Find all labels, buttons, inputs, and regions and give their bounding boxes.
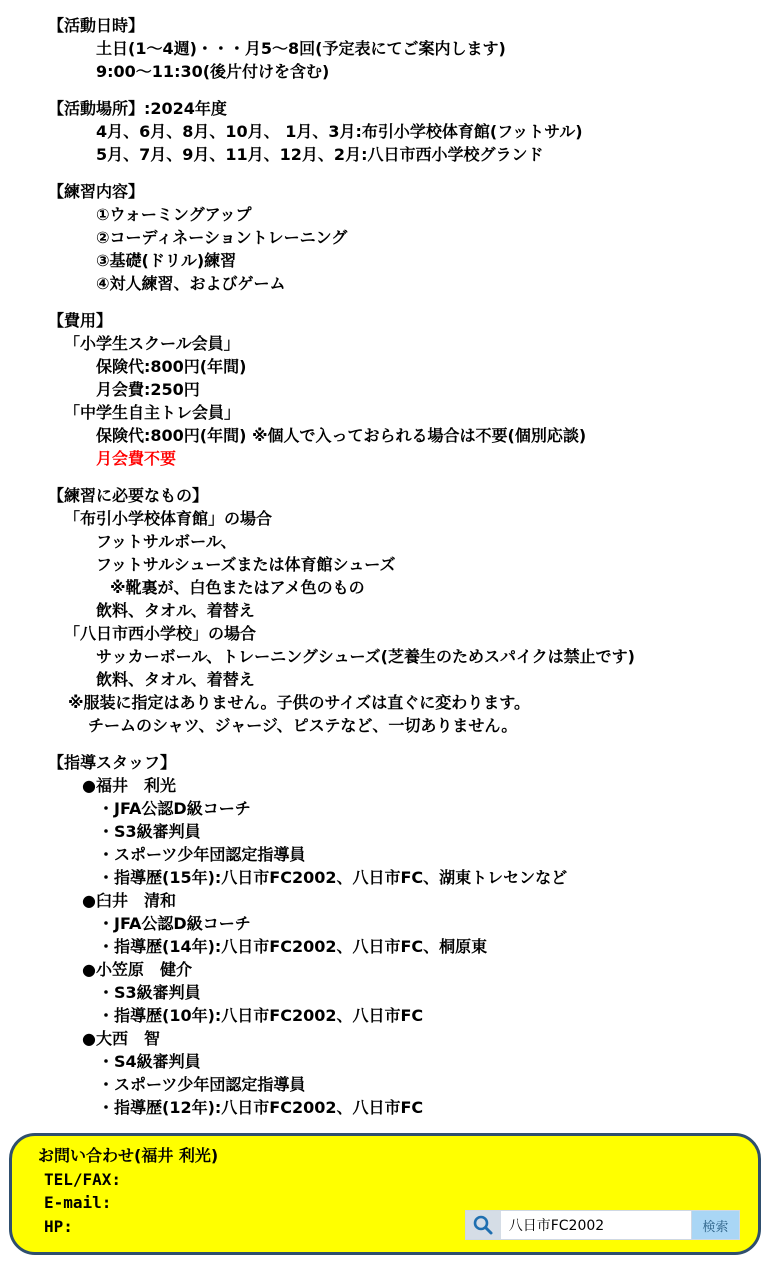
staff-item: ・スポーツ少年団認定指導員 <box>98 1075 306 1094</box>
search-icon[interactable] <box>466 1211 501 1239</box>
needs-gym-title: 「布引小学校体育館」の場合 <box>64 509 273 528</box>
needs-section <box>0 484 770 737</box>
practice-header: 【練習内容】 <box>48 182 145 201</box>
staff-section <box>0 751 770 1119</box>
needs-school-line: サッカーボール、トレーニングシューズ(芝養生のためスパイクは禁止です) <box>96 647 635 666</box>
needs-gym-last: 飲料、タオル、着替え <box>96 601 255 620</box>
staff-item: ・指導歴(14年):八日市FC2002、八日市FC、桐原東 <box>98 937 488 956</box>
needs-gym-line: フットサルシューズまたは体育館シューズ <box>96 555 396 574</box>
fees-elementary-title: 「小学生スクール会員」 <box>64 334 240 353</box>
needs-header: 【練習に必要なもの】 <box>48 486 209 505</box>
activity-time-header: 【活動日時】 <box>48 16 145 35</box>
search-input[interactable] <box>501 1211 691 1239</box>
activity-place-line: 4月、6月、8月、10月、 1月、3月:布引小学校体育館(フットサル) <box>96 122 583 141</box>
practice-item: ①ウォーミングアップ <box>96 205 252 224</box>
staff-item: ・S3級審判員 <box>98 822 201 841</box>
contact-email-label: E-mail: <box>44 1193 112 1212</box>
activity-time-line: 9:00～11:30(後片付けを含む) <box>96 62 330 81</box>
practice-section <box>0 180 770 295</box>
fees-elementary-insurance: 保険代:800円(年間) <box>96 357 247 376</box>
staff-name: ●大西 智 <box>82 1029 160 1048</box>
fees-section <box>0 309 770 470</box>
staff-name: ●小笠原 健介 <box>82 960 192 979</box>
practice-item: ④対人練習、およびゲーム <box>96 274 286 293</box>
staff-header: 【指導スタッフ】 <box>48 753 177 772</box>
needs-school-line: 飲料、タオル、着替え <box>96 670 255 689</box>
activity-place-header: 【活動場所】:2024年度 <box>48 99 227 118</box>
needs-school-title: 「八日市西小学校」の場合 <box>64 624 257 643</box>
staff-name: ●福井 利光 <box>82 776 176 795</box>
activity-place-line: 5月、7月、9月、11月、12月、2月:八日市西小学校グランド <box>96 145 544 164</box>
needs-note: チームのシャツ、ジャージ、ピステなど、一切ありません。 <box>88 716 518 735</box>
needs-note: ※服装に指定はありません。子供のサイズは直ぐに変わります。 <box>68 693 530 712</box>
practice-item: ③基礎(ドリル)練習 <box>96 251 237 270</box>
practice-item: ②コーディネーショントレーニング <box>96 228 348 247</box>
contact-title: お問い合わせ(福井 利光) <box>38 1146 219 1165</box>
staff-name: ●臼井 清和 <box>82 891 176 910</box>
staff-item: ・指導歴(12年):八日市FC2002、八日市FC <box>98 1098 424 1117</box>
staff-item: ・JFA公認D級コーチ <box>98 914 251 933</box>
staff-item: ・S3級審判員 <box>98 983 201 1002</box>
activity-place-section <box>0 97 770 166</box>
contact-box <box>9 1133 761 1255</box>
search-button[interactable]: 検索 <box>691 1211 739 1239</box>
needs-gym-note: ※靴裏が、白色またはアメ色のもの <box>110 578 365 597</box>
fees-junior-monthly: 月会費不要 <box>96 449 177 468</box>
staff-item: ・JFA公認D級コーチ <box>98 799 251 818</box>
search-widget <box>465 1210 740 1240</box>
fees-header: 【費用】 <box>48 311 113 330</box>
fees-junior-title: 「中学生自主トレ会員」 <box>64 403 241 422</box>
staff-item: ・指導歴(10年):八日市FC2002、八日市FC <box>98 1006 424 1025</box>
fees-junior-insurance: 保険代:800円(年間) ※個人で入っておられる場合は不要(個別応談) <box>96 426 587 445</box>
activity-time-line: 土日(1～4週)・・・月5～8回(予定表にてご案内します) <box>96 39 506 58</box>
contact-hp-label: HP: <box>44 1217 73 1236</box>
staff-item: ・スポーツ少年団認定指導員 <box>98 845 306 864</box>
activity-time-section <box>0 0 770 83</box>
staff-item: ・S4級審判員 <box>98 1052 201 1071</box>
fees-elementary-monthly: 月会費:250円 <box>96 380 200 399</box>
contact-tel-label: TEL/FAX: <box>44 1170 122 1189</box>
needs-gym-line: フットサルボール、 <box>96 532 237 551</box>
staff-item: ・指導歴(15年):八日市FC2002、八日市FC、湖東トレセンなど <box>98 868 568 887</box>
